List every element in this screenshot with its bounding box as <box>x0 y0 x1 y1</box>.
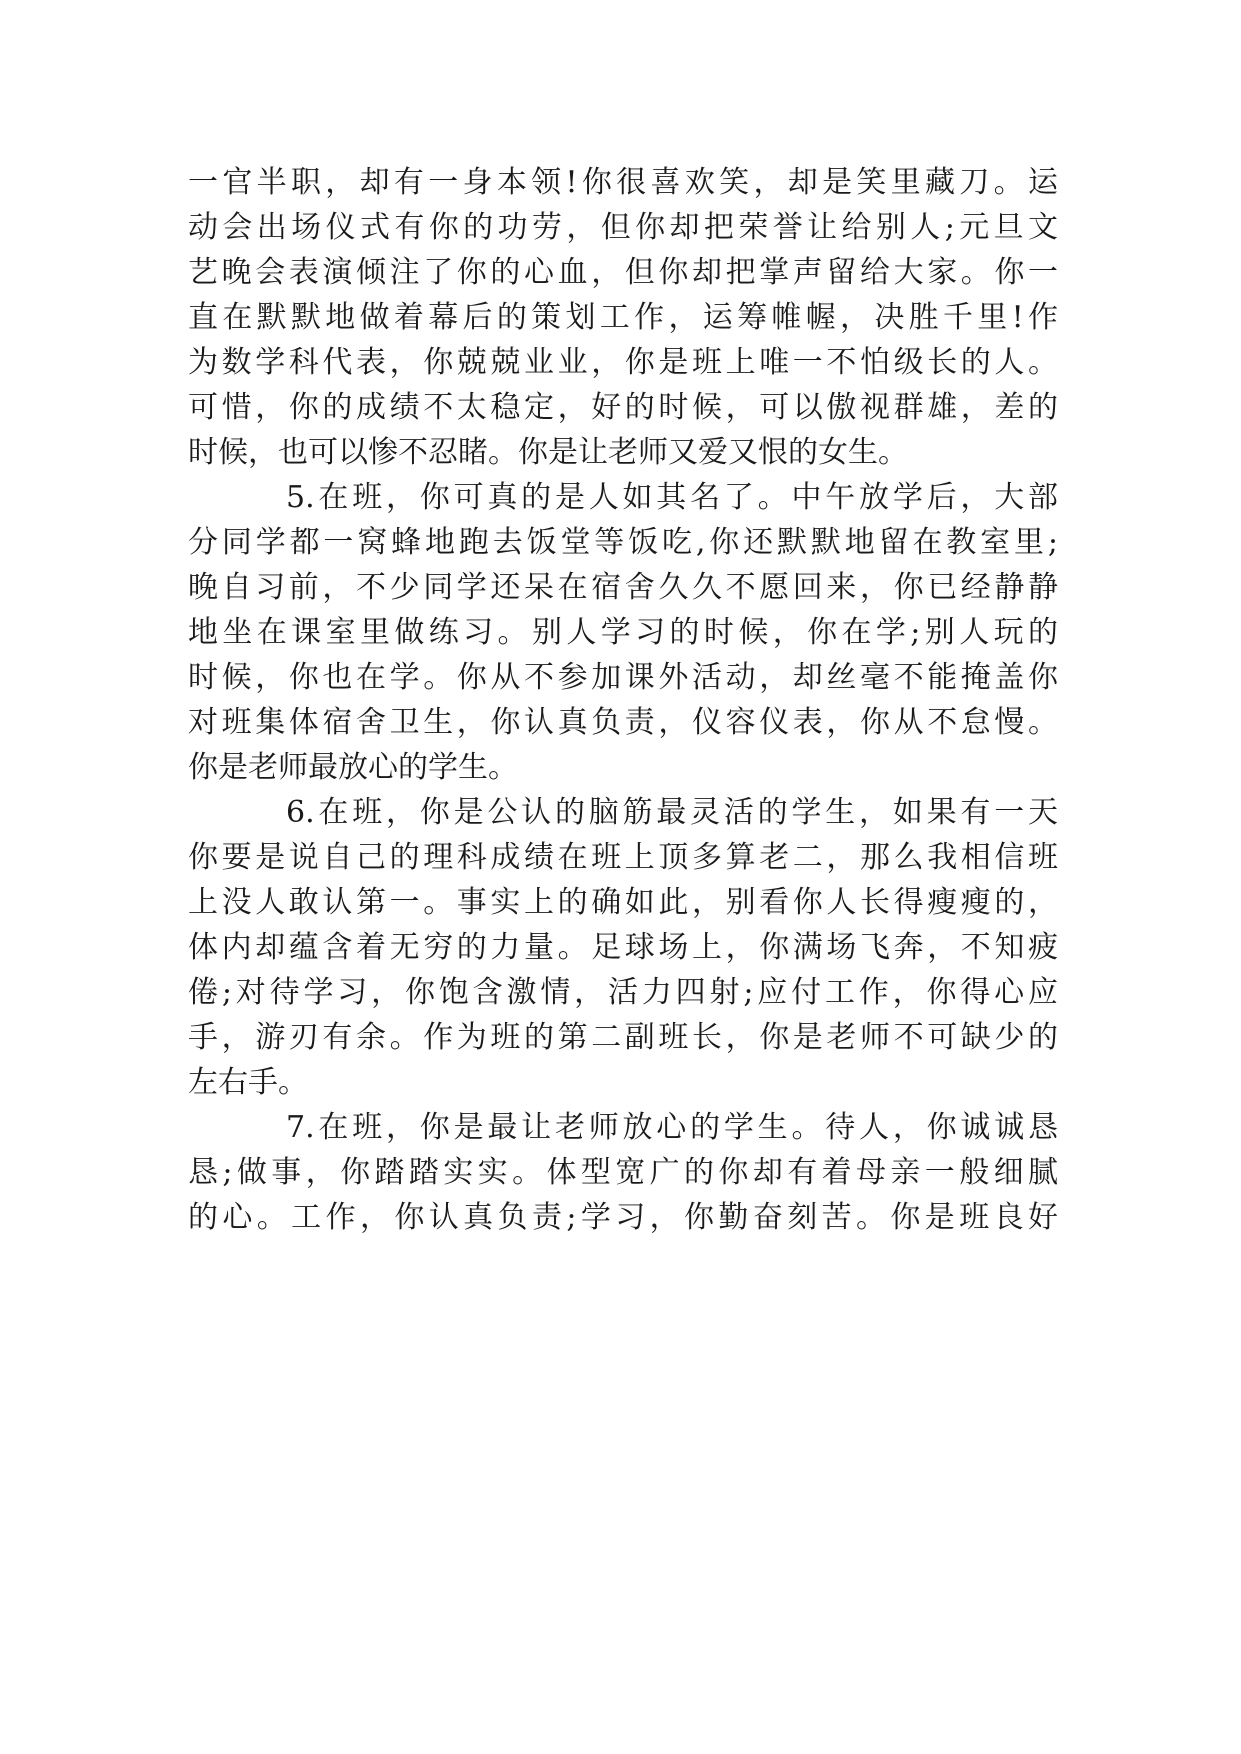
document-body <box>188 160 1058 1240</box>
text-line: 体内却蕴含着无穷的力量。足球场上，你满场飞奔，不知疲 <box>188 930 1058 965</box>
text-line: 手，游刃有余。作为班的第二副班长，你是老师不可缺少的 <box>188 1020 1058 1055</box>
text-line: 对班集体宿舍卫生，你认真负责，仪容仪表，你从不怠慢。 <box>188 705 1058 740</box>
text-line: 动会出场仪式有你的功劳，但你却把荣誉让给别人;元旦文 <box>188 210 1058 245</box>
paragraph-7-first-line: 7.在班，你是最让老师放心的学生。待人，你诚诚恳 <box>286 1110 1058 1145</box>
text-line: 一官半职，却有一身本领!你很喜欢笑，却是笑里藏刀。运 <box>188 165 1058 200</box>
text-line: 直在默默地做着幕后的策划工作，运筹帷幄，决胜千里!作 <box>188 300 1058 335</box>
text-line: 为数学科代表，你兢兢业业，你是班上唯一不怕级长的人。 <box>188 345 1058 380</box>
text-line: 上没人敢认第一。事实上的确如此，别看你人长得瘦瘦的， <box>188 885 1058 920</box>
text-line: 倦;对待学习，你饱含激情，活力四射;应付工作，你得心应 <box>188 975 1058 1010</box>
text-line: 恳;做事，你踏踏实实。体型宽广的你却有着母亲一般细腻 <box>188 1155 1058 1190</box>
text-line: 时候，你也在学。你从不参加课外活动，却丝毫不能掩盖你 <box>188 660 1058 695</box>
text-line: 地坐在课室里做练习。别人学习的时候，你在学;别人玩的 <box>188 615 1058 650</box>
text-line: 晚自习前，不少同学还呆在宿舍久久不愿回来，你已经静静 <box>188 570 1058 605</box>
text-line: 可惜，你的成绩不太稳定，好的时候，可以傲视群雄，差的 <box>188 390 1058 425</box>
text-line: 时候，也可以惨不忍睹。你是让老师又爱又恨的女生。 <box>188 435 908 470</box>
paragraph-5-first-line: 5.在班，你可真的是人如其名了。中午放学后，大部 <box>286 480 1058 515</box>
text-line: 你要是说自己的理科成绩在班上顶多算老二，那么我相信班 <box>188 840 1058 875</box>
text-line: 你是老师最放心的学生。 <box>188 750 518 785</box>
text-line: 艺晚会表演倾注了你的心血，但你却把掌声留给大家。你一 <box>188 255 1058 290</box>
text-line: 左右手。 <box>188 1065 308 1100</box>
text-line: 的心。工作，你认真负责;学习，你勤奋刻苦。你是班良好 <box>188 1200 1058 1235</box>
paragraph-6-first-line: 6.在班，你是公认的脑筋最灵活的学生，如果有一天 <box>286 795 1058 830</box>
text-line: 分同学都一窝蜂地跑去饭堂等饭吃,你还默默地留在教室里; <box>188 525 1058 560</box>
